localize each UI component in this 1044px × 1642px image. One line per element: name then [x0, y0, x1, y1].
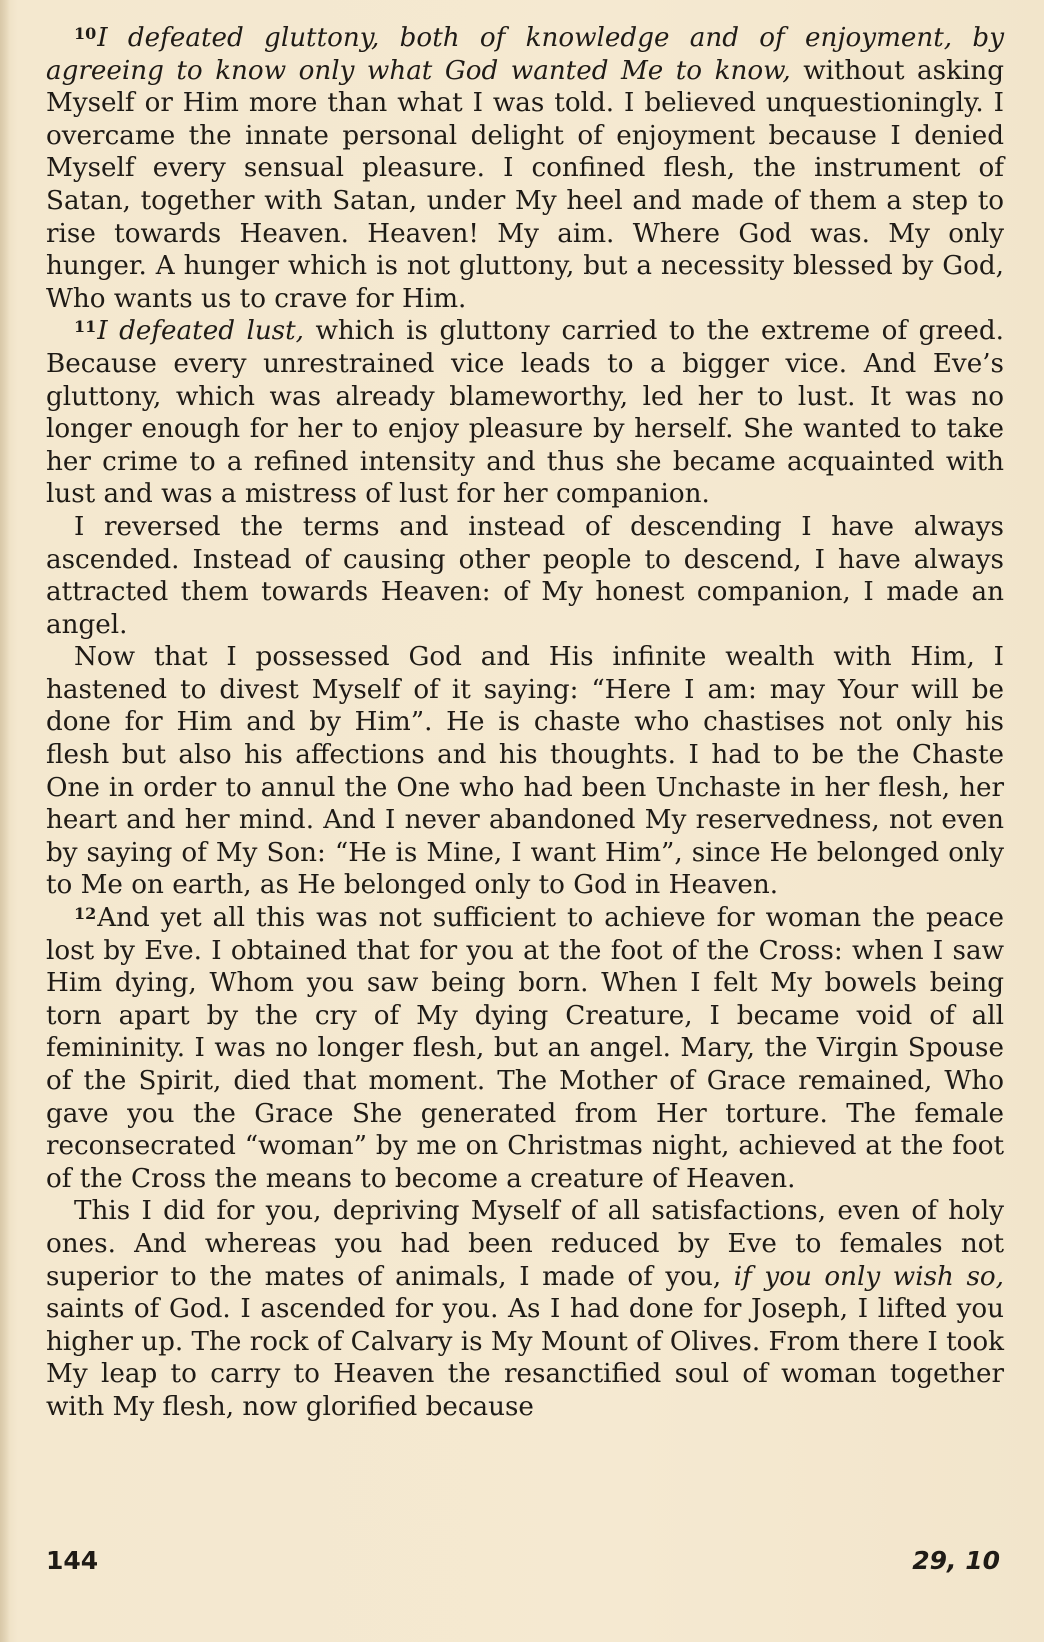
paragraph-text: This I did for you, depriving Myself of all satisfactions, even of holy ones. And whereas you had been reduced by Eve to females not superior to the mates of animals, I made of you,: [46, 1196, 1004, 1292]
paragraph-text: I reversed the terms and instead of descending I have always ascended. Instead of causing other people to descend, I have always attracted them towards Heaven: of My honest companion, I made an angel.: [46, 511, 1004, 640]
chapter-reference: 29, 10: [912, 1546, 1000, 1575]
paragraph-verse-11: [46, 315, 1004, 511]
paragraph: [46, 511, 1004, 641]
verse-number: 11: [74, 317, 97, 337]
verse-number: 12: [74, 904, 97, 924]
italic-text: if you only wish so,: [733, 1261, 1004, 1292]
paragraph: [46, 641, 1004, 902]
paragraph-text: which is gluttony carried to the extreme of greed. Because every unrestrained vice leads to a bigger vice. And Eve’s gluttony, which was already blameworthy, led her to lust. It was no longer enough for her to enjoy pleasure by herself. She wanted to take her crime to a refined intensity and thus she became acquainted with lust and was a mistress of lust for her companion.: [46, 316, 1004, 510]
paragraph-text: Now that I possessed God and His infinite wealth with Him, I hastened to divest Myself of it saying: “Here I am: may Your will be done for Him and by Him”. He is chaste who chastises not only his flesh but also his affections and his thoughts. I had to be the Chaste One in order to annul the One who had been Unchaste in her flesh, her heart and her mind. And I never abandoned My reservedness, not even by saying of My Son: “He is Mine, I want Him”, since He belonged only to Me on earth, as He belonged only to God in Heaven.: [46, 642, 1004, 901]
page-number: 144: [46, 1546, 99, 1575]
paragraph-text: saints of God. I ascended for you. As I had done for Joseph, I lifted you higher up. The rock of Calvary is My Mount of Olives. From there I took My leap to carry to Heaven the resanctified soul of woman together with My flesh, now glorified because: [46, 1294, 1004, 1422]
italic-text: I defeated gluttony, both of knowledge and of enjoyment, by agreeing to know only what God wanted Me to know,: [46, 23, 1004, 86]
paragraph-verse-12: [46, 902, 1004, 1195]
verse-number: 10: [74, 24, 97, 43]
paragraph-verse-10: [46, 22, 1004, 315]
page-footer: [46, 1546, 1004, 1578]
paragraph: [46, 1195, 1004, 1423]
italic-text: I defeated lust,: [97, 316, 304, 347]
paragraph-text: And yet all this was not sufficient to achieve for woman the peace lost by Eve. I obtained that for you at the foot of the Cross: when I saw Him dying, Whom you saw being born. When I felt My bowels being torn apart by the cry of My dying Creature, I became void of all femininity. I was no longer flesh, but an angel. Mary, the Virgin Spouse of the Spirit, died that moment. The Mother of Grace remained, Who gave you the Grace She generated from Her torture. The female reconsecrated “woman” by me on Christmas night, achieved at the foot of the Cross the means to become a creature of Heaven.: [46, 903, 1004, 1194]
body-text: [46, 22, 1004, 1424]
paragraph-text: without asking Myself or Him more than what I was told. I believed unquestioningly. I overcame the innate personal delight of enjoyment because I denied Myself every sensual pleasure. I confined flesh, the instrument of Satan, together with Satan, under My heel and made of them a step to rise towards Heaven. Heaven! My aim. Where God was. My only hunger. A hunger which is not gluttony, but a necessity blessed by God, Who wants us to crave for Him.: [46, 55, 1004, 314]
binding-shadow: [0, 0, 10, 1642]
